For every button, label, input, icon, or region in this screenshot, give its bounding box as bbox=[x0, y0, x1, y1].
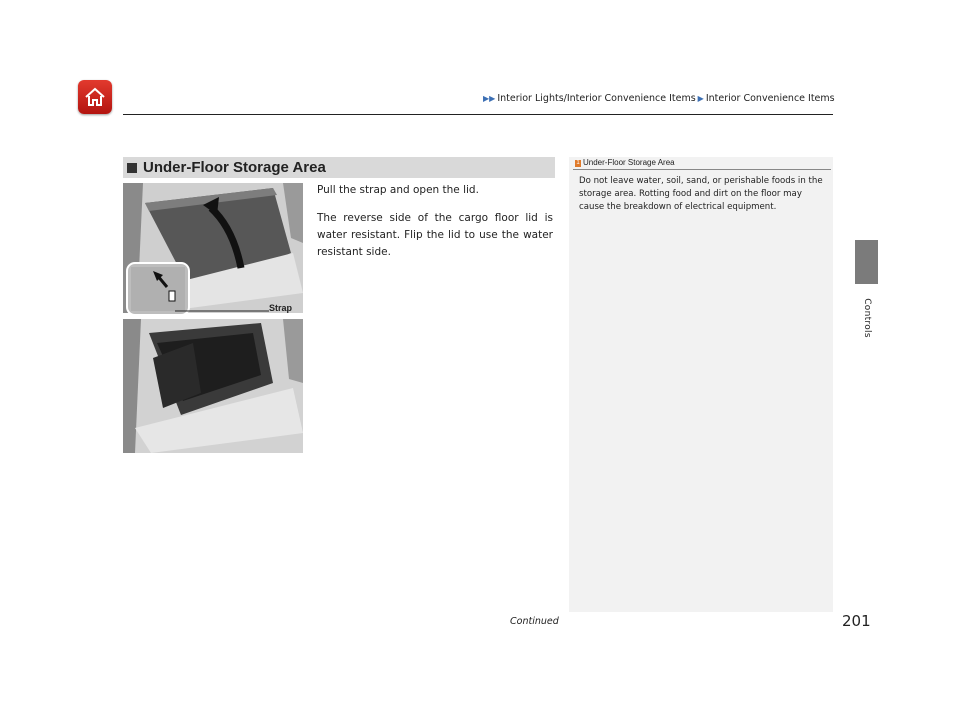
body-text bbox=[317, 182, 553, 272]
strap-marker bbox=[169, 291, 175, 301]
home-button[interactable] bbox=[78, 80, 112, 114]
chapter-tab-label[interactable]: Controls bbox=[862, 298, 872, 338]
note-title: Under-Floor Storage Area bbox=[583, 158, 675, 167]
note-header bbox=[575, 158, 675, 167]
breadcrumb-arrow-icon: ▶ bbox=[697, 94, 704, 103]
chapter-tab[interactable] bbox=[855, 240, 878, 284]
note-divider bbox=[573, 169, 831, 170]
breadcrumb bbox=[483, 93, 837, 104]
note-text: Do not leave water, soil, sand, or perishable foods in the storage area. Rotting food and dirt on the floor may cause the breakdown of electrical equipment. bbox=[579, 176, 823, 212]
paragraph: Pull the strap and open the lid. bbox=[317, 184, 479, 196]
section-square-icon bbox=[127, 163, 137, 173]
strap-callout: Strap bbox=[269, 303, 293, 313]
breadcrumb-link-section[interactable]: Interior Lights/Interior Convenience Items bbox=[497, 93, 696, 104]
continued-label: Continued bbox=[510, 616, 559, 627]
breadcrumb-link-page[interactable]: Interior Convenience Items bbox=[705, 93, 835, 104]
breadcrumb-arrow-icon: ▶▶ bbox=[483, 94, 496, 103]
header-divider bbox=[123, 114, 833, 115]
section-title: Under-Floor Storage Area bbox=[143, 159, 326, 176]
page-number: 201 bbox=[842, 612, 871, 630]
section-heading bbox=[123, 157, 555, 178]
home-icon bbox=[83, 85, 107, 109]
note-ref-icon: 1 bbox=[576, 160, 580, 166]
paragraph: The reverse side of the cargo floor lid is water resistant. Flip the lid to use the water resistant side. bbox=[317, 212, 553, 258]
cargo-floor-illustration bbox=[123, 183, 303, 453]
note-panel bbox=[569, 157, 833, 612]
